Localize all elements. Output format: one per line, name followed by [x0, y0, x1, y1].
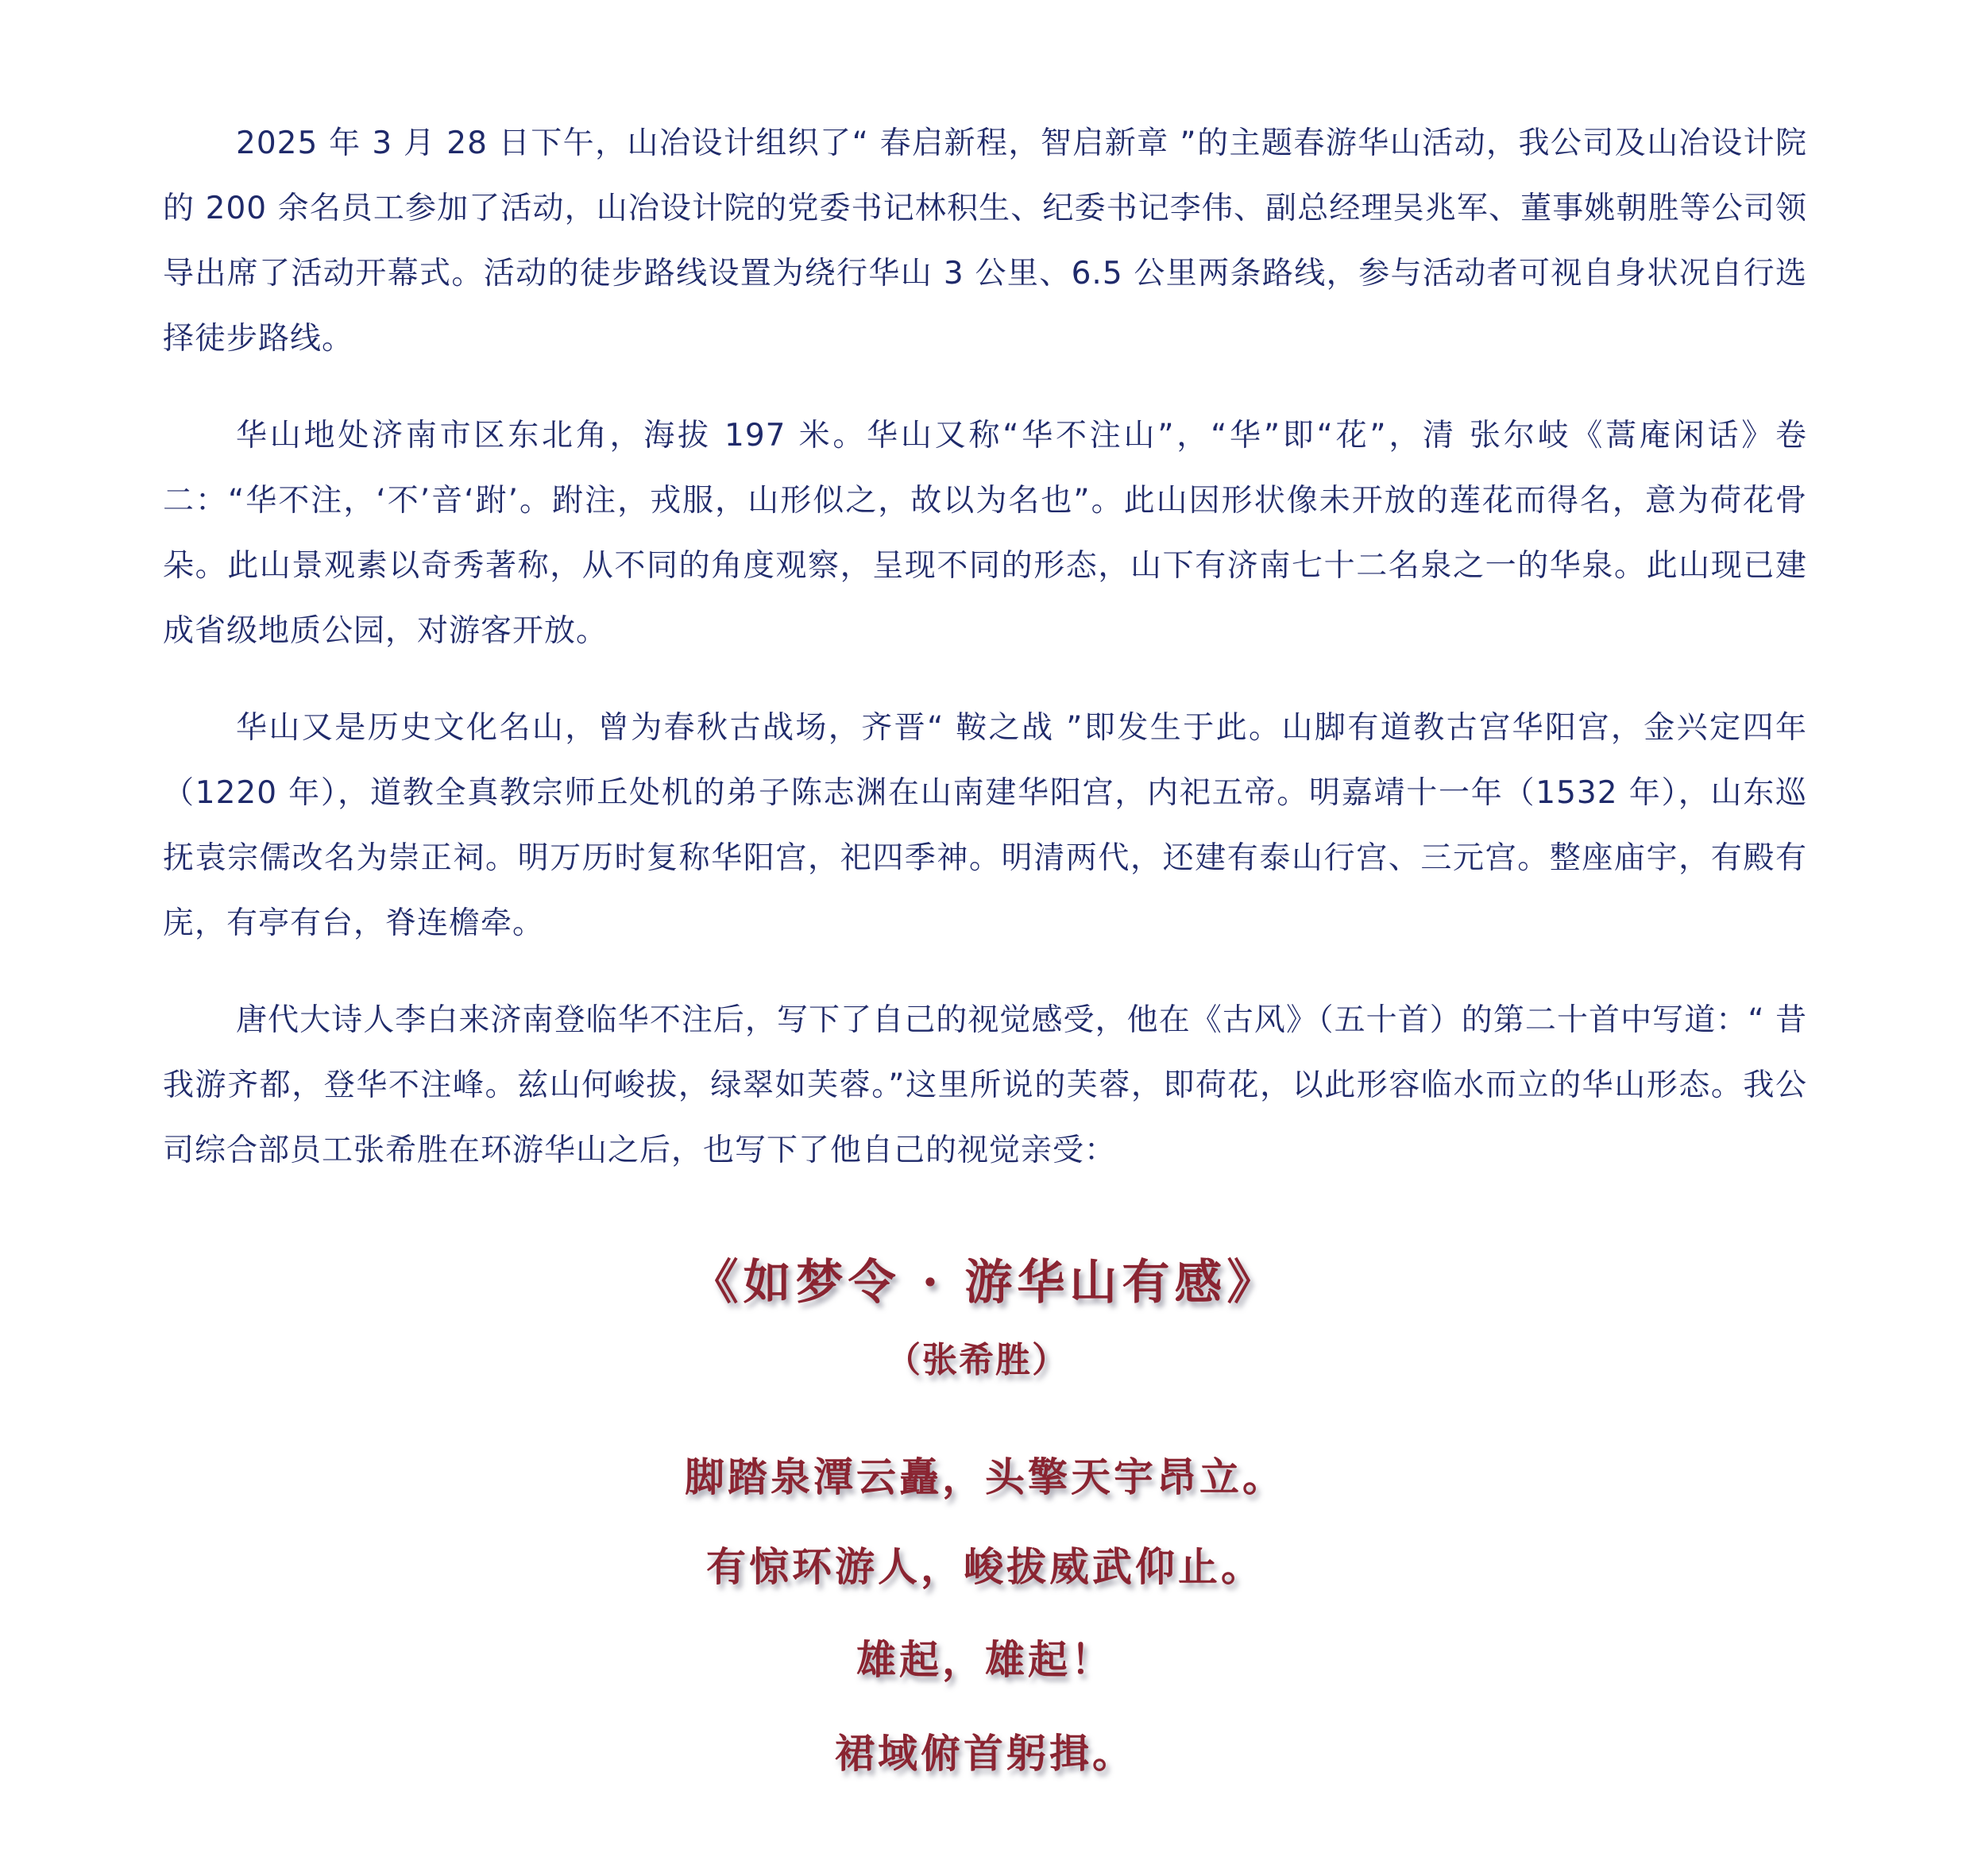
paragraph-mountain-history: 华山又是历史文化名山，曾为春秋古战场，齐晋“ 鞍之战 ”即发生于此。山脚有道教古宫华阳宫，金兴定四年（1220 年），道教全真教宗师丘处机的弟子陈志渊在山南建华阳宫，内祀五帝。明嘉靖十一年（1532 年），山东巡抚袁宗儒改名为崇正祠。明万历时复称华阳宫，祀四季神。明清两代，还建有泰山行宫、三元宫。整座庙宇，有殿有庑，有亭有台，脊连檐牵。 — [163, 710, 1807, 941]
paragraph-libai-poem: 唐代大诗人李白来济南登临华不注后，写下了自己的视觉感受，他在《古风》（五十首）的第二十首中写道：“ 昔我游齐都，登华不注峰。兹山何峻拔，绿翠如芙蓉。”这里所说的芙蓉，即荷花，以此形容临水而立的华山形态。我公司综合部员工张希胜在环游华山之后，也写下了他自己的视觉亲受： — [163, 1002, 1807, 1168]
poem-line: 裙域俯首躬揖。 — [835, 1730, 1135, 1777]
paragraph-event-intro: 2025 年 3 月 28 日下午，山冶设计组织了“ 春启新程，智启新章 ”的主题春游华山活动，我公司及山冶设计院的 200 余名员工参加了活动，山冶设计院的党委书记林积生、纪委书记李伟、副总经理吴兆军、董事姚朝胜等公司领导出席了活动开幕式。活动的徒步路线设置为绕行华山 3 公里、6.5 公里两条路线，参与活动者可视自身状况自行选择徒步路线。 — [163, 125, 1807, 357]
poem-title: 《如梦令 · 游华山有感》 — [690, 1255, 1280, 1310]
paragraph-mountain-geography: 华山地处济南市区东北角，海拔 197 米。华山又称“华不注山”，“华”即“花”，清 张尔岐《蒿庵闲话》卷二：“华不注，‘不’音‘跗’。跗注，戎服，山形似之，故以为名也”。此山因形状像未开放的莲花而得名，意为荷花骨朵。此山景观素以奇秀著称，从不同的角度观察，呈现不同的形态，山下有济南七十二名泉之一的华泉。此山现已建成省级地质公园，对游客开放。 — [163, 418, 1807, 649]
poem-line: 有惊环游人，峻拔威武仰止。 — [706, 1543, 1264, 1590]
article-body — [163, 111, 1807, 1183]
poem-line: 脚踏泉潭云矗，头擎天宇昂立。 — [685, 1453, 1285, 1500]
poem-author: （张希胜） — [886, 1340, 1068, 1380]
poem-line: 雄起，雄起！ — [856, 1636, 1114, 1683]
